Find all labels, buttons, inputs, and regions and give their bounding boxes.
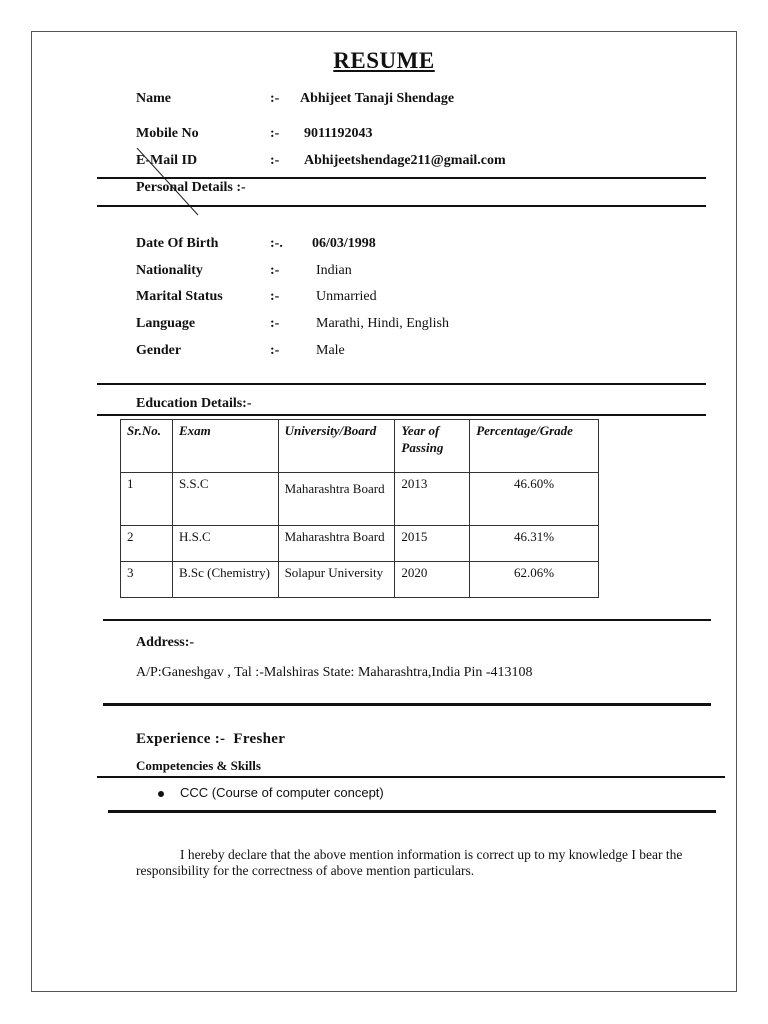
resume-title: RESUME [333, 48, 435, 73]
table-cell: 3 [121, 562, 173, 598]
table-cell: 2015 [395, 526, 470, 562]
divider-6 [103, 703, 711, 706]
table-row [121, 562, 599, 598]
divider-3 [97, 383, 706, 385]
divider-4 [97, 414, 706, 416]
dob-value: 06/03/1998 [312, 236, 376, 251]
name-separator: :- [270, 91, 280, 106]
table-cell: 46.31% [470, 526, 599, 562]
name-value: Abhijeet Tanaji Shendage [300, 91, 455, 106]
mobile-separator: :- [270, 126, 280, 141]
experience-value: Fresher [233, 731, 286, 747]
column-header: University/Board [278, 420, 395, 473]
column-header: Year of Passing [395, 420, 470, 473]
experience-label: Experience :- [136, 731, 226, 747]
gender-separator: :- [270, 343, 280, 358]
email-label: E-Mail ID [136, 153, 198, 168]
gender-value: Male [316, 343, 345, 358]
column-header: Percentage/Grade [470, 420, 599, 473]
column-header: Exam [172, 420, 278, 473]
mobile-label: Mobile No [136, 126, 199, 141]
nationality-value: Indian [316, 263, 352, 278]
table-header-row [121, 420, 599, 473]
divider-7 [97, 776, 725, 778]
table-cell: S.S.C [172, 473, 278, 526]
declaration-text: I hereby declare that the above mention information is correct up to my knowledge I bear the responsibility for the correctness of above mention particulars. [136, 847, 683, 878]
table-cell: Maharashtra Board [278, 473, 395, 526]
experience-line [136, 731, 285, 748]
language-value: Marathi, Hindi, English [316, 316, 449, 331]
nationality-separator: :- [270, 263, 280, 278]
name-label: Name [136, 91, 171, 106]
divider-5 [103, 619, 711, 621]
table-cell: B.Sc (Chemistry) [172, 562, 278, 598]
marital-label: Marital Status [136, 289, 223, 304]
skill-list-item [158, 785, 384, 800]
email-separator: :- [270, 153, 280, 168]
skill-text: CCC (Course of computer concept) [180, 785, 384, 800]
table-row [121, 526, 599, 562]
bullet-icon [158, 791, 164, 797]
marital-value: Unmarried [316, 289, 377, 304]
table-cell: 2013 [395, 473, 470, 526]
dob-separator: :-. [270, 236, 283, 251]
table-cell: 2020 [395, 562, 470, 598]
education-table [120, 419, 599, 598]
address-text: A/P:Ganeshgav , Tal :-Malshiras State: Maharashtra,India Pin -413108 [136, 665, 533, 680]
mobile-value: 9011192043 [304, 126, 373, 141]
personal-details-heading: Personal Details :- [136, 180, 246, 195]
column-header: Sr.No. [121, 420, 173, 473]
table-row [121, 473, 599, 526]
divider-2 [97, 205, 706, 207]
marital-separator: :- [270, 289, 280, 304]
table-cell: 1 [121, 473, 173, 526]
table-cell: 2 [121, 526, 173, 562]
nationality-label: Nationality [136, 263, 203, 278]
divider-1 [97, 177, 706, 179]
dob-label: Date Of Birth [136, 236, 219, 251]
table-cell: Solapur University [278, 562, 395, 598]
divider-8 [108, 810, 716, 813]
table-cell: H.S.C [172, 526, 278, 562]
email-value: Abhijeetshendage211@gmail.com [304, 153, 506, 168]
gender-label: Gender [136, 343, 182, 358]
table-cell: 46.60% [470, 473, 599, 526]
language-label: Language [136, 316, 196, 331]
table-cell: 62.06% [470, 562, 599, 598]
table-cell: Maharashtra Board [278, 526, 395, 562]
address-heading: Address:- [136, 635, 195, 650]
language-separator: :- [270, 316, 280, 331]
education-heading: Education Details:- [136, 396, 252, 411]
skills-heading: Competencies & Skills [136, 758, 261, 773]
